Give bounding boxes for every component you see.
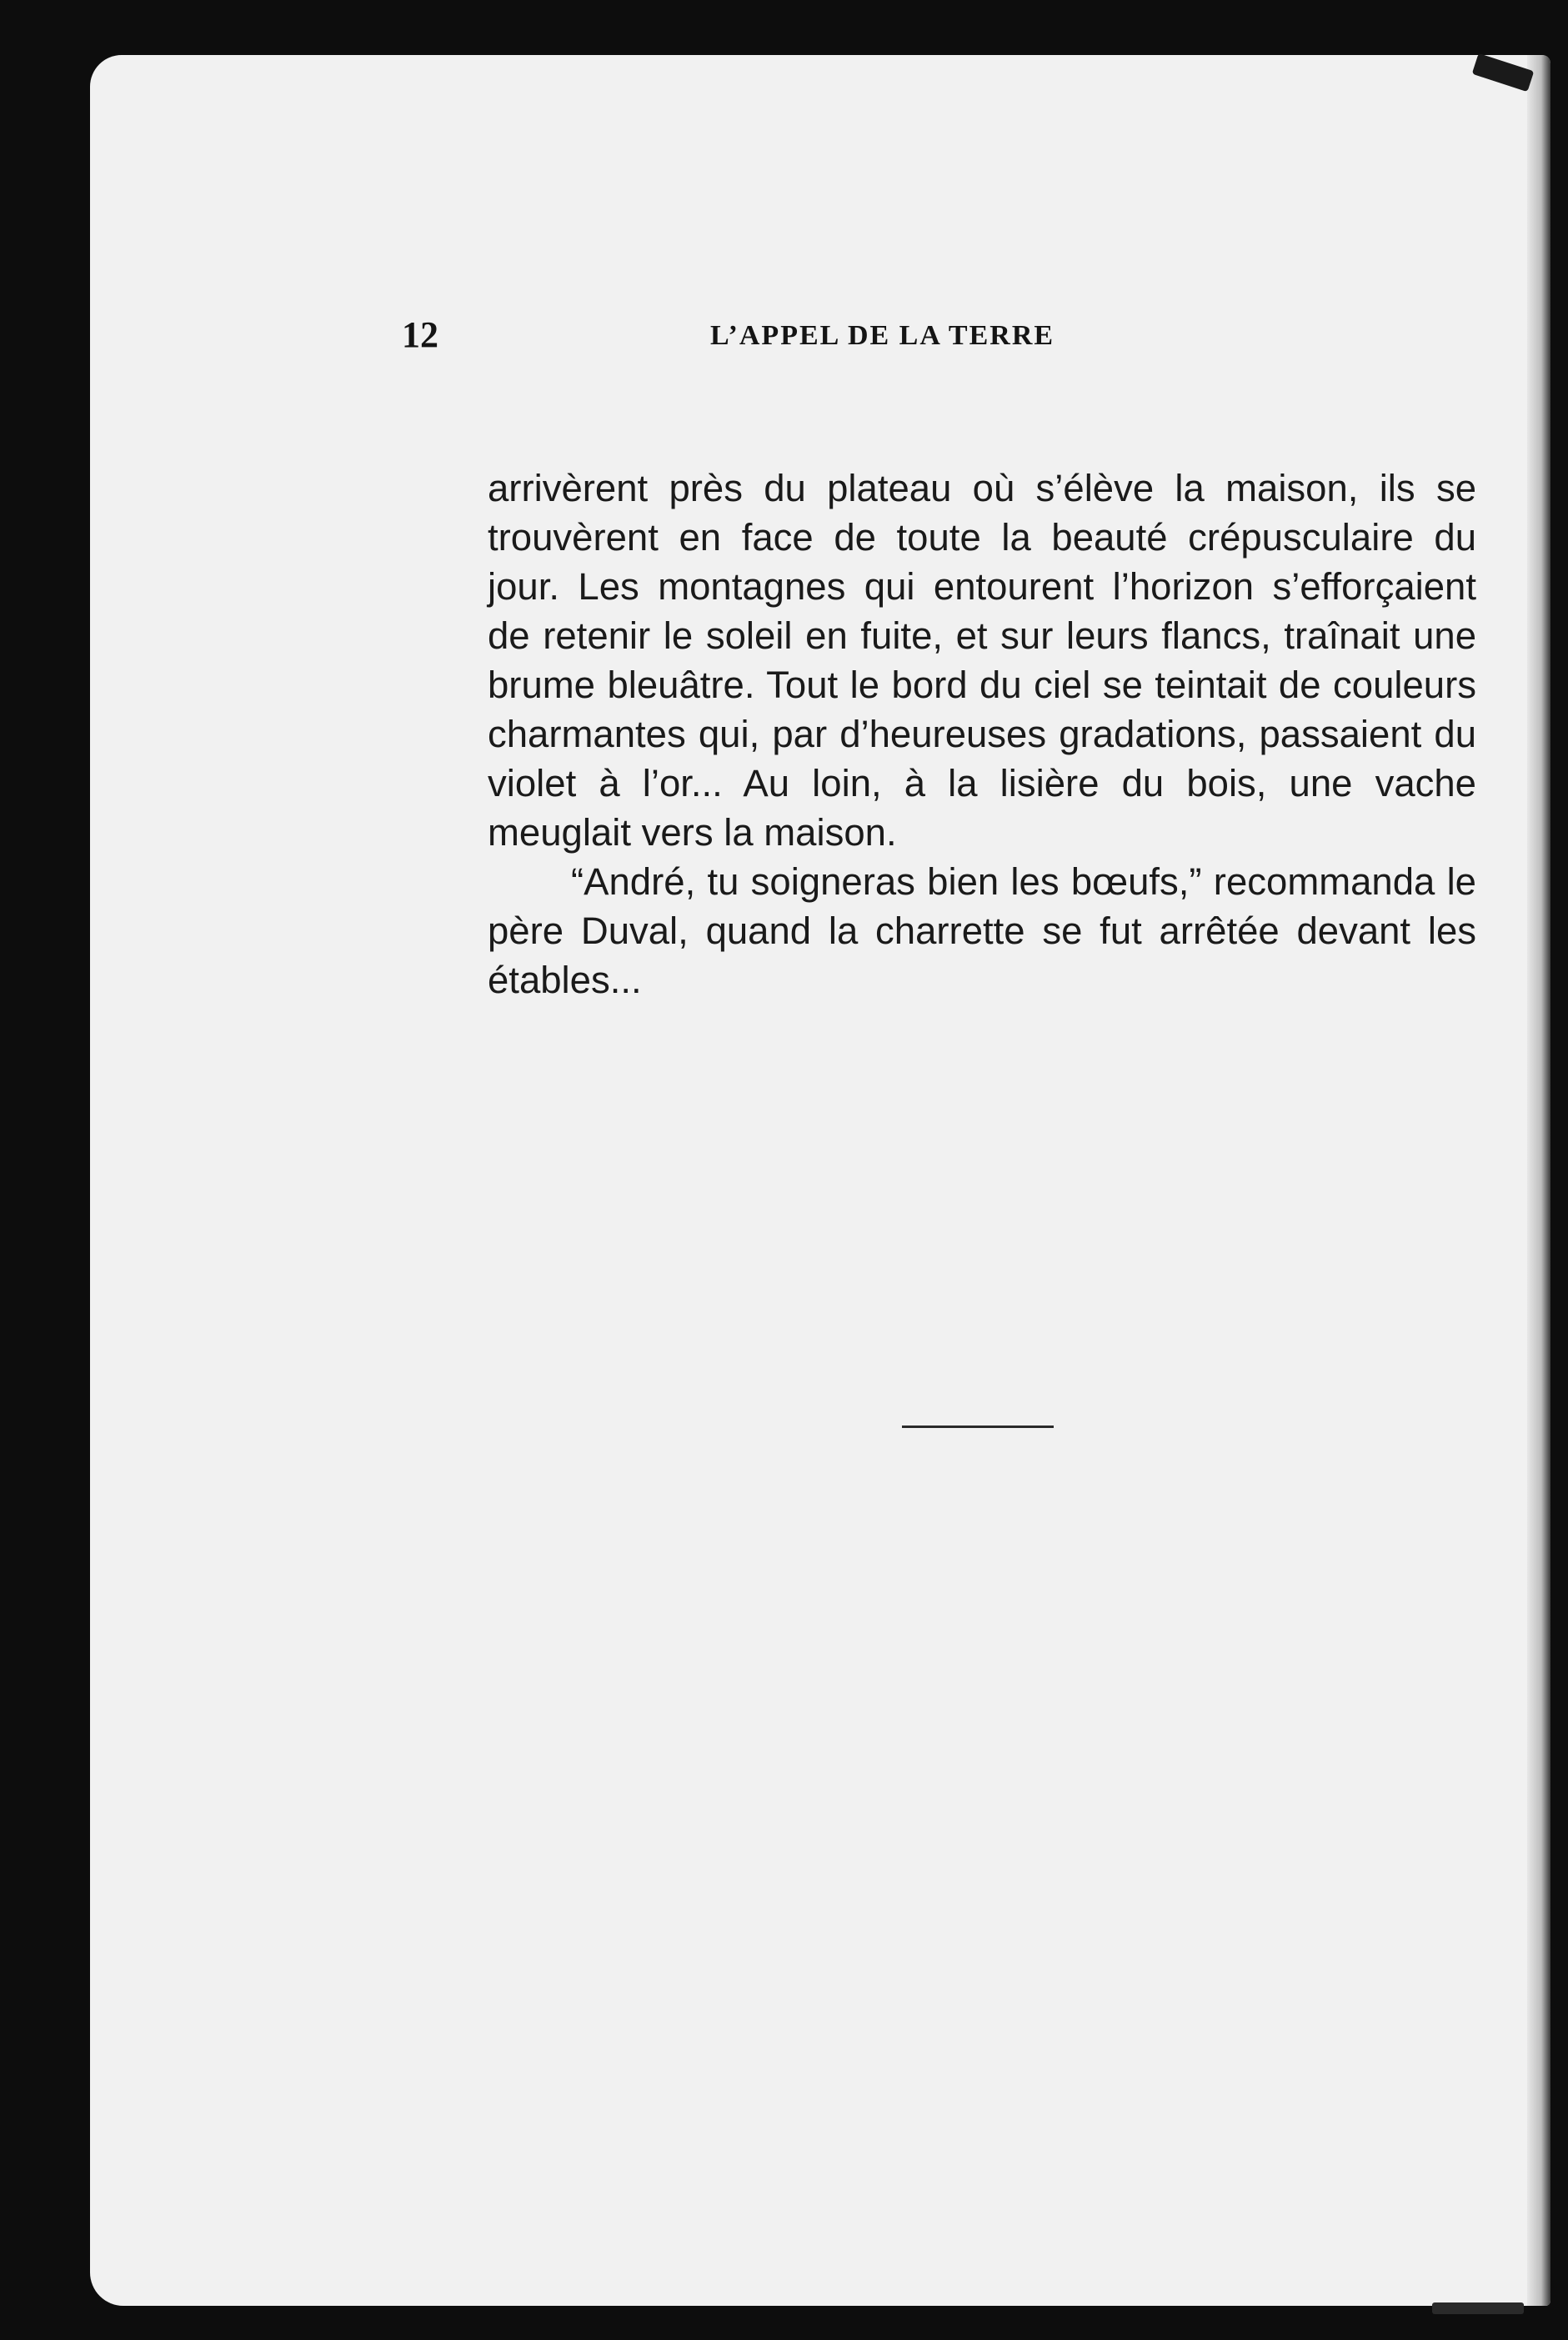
section-divider: [902, 1426, 1054, 1428]
paragraph: “André, tu soigneras bien les bœufs,” recommanda le père Duval, quand la charrette se fut arrêtée devant les étables...: [488, 860, 1476, 1001]
running-title: L’APPEL DE LA TERRE: [710, 320, 1055, 351]
body-text: [488, 463, 1476, 1005]
page-number: 12: [402, 314, 438, 355]
book-page: [90, 55, 1550, 2306]
corner-clip: [1472, 53, 1535, 92]
bottom-clip: [1432, 2302, 1524, 2314]
page-header: [402, 313, 1477, 363]
page-edge: [1527, 55, 1550, 2306]
paragraph: arrivèrent près du plateau où s’élève la maison, ils se trouvèrent en face de toute la beauté crépusculaire du jour. Les montagnes qui entourent l’horizon s’efforçaient de retenir le soleil en fuite, et sur leurs flancs, traînait une brume bleuâtre. Tout le bord du ciel se teintait de couleurs charmantes qui, par d’heureuses gradations, passaient du violet à l’or... Au loin, à la lisière du bois, une vache meuglait vers la maison.: [488, 467, 1476, 854]
